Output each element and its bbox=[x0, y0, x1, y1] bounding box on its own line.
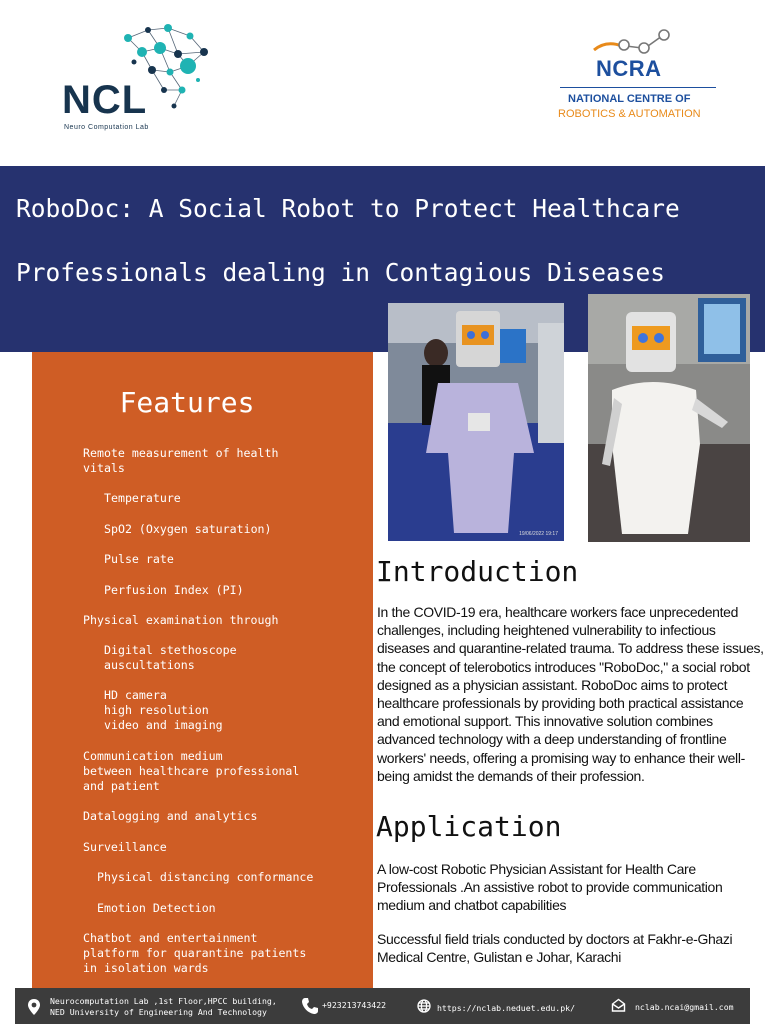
features-heading: Features bbox=[119, 386, 255, 419]
footer-phone[interactable]: +923213743422 bbox=[322, 1000, 387, 1010]
ncra-logo-line2: ROBOTICS & AUTOMATION bbox=[558, 108, 701, 120]
poster-title-line2: Professionals dealing in Contagious Diseases bbox=[16, 258, 666, 287]
feature-item: Pulse rate bbox=[104, 552, 174, 566]
ncra-logo bbox=[556, 28, 718, 128]
application-heading: Application bbox=[376, 810, 562, 843]
email-icon bbox=[611, 998, 626, 1013]
introduction-body: In the COVID-19 era, healthcare workers face unprecedented challenges, including heightened vulnerability to infectious diseases and quarantine-related trauma. To address these issues, the concept of telerobotics introduces "RoboDoc," a social robot designed as a physician assistant. RoboDoc aims to protect healthcare professionals by providing both practical assistance and emotional support. This innovative solution combines advanced technology with a deep understanding of frontline workers' needs, offering a promising way to enhance their well-being amidst the demands of their profession. bbox=[377, 604, 764, 784]
feature-item: Physical distancing conformance bbox=[97, 870, 314, 884]
footer-address: Neurocomputation Lab ,1st Floor,HPCC building, NED University of Engineering And Technology bbox=[50, 996, 277, 1017]
feature-item: Communication medium between healthcare professional and patient bbox=[83, 749, 300, 794]
globe-icon bbox=[417, 999, 431, 1013]
field-trials-text: Successful field trials conducted by doctors at Fakhr-e-Ghazi Medical Centre, Gulistan e Johar, Karachi bbox=[377, 931, 733, 966]
photo-timestamp: 19/06/2022 19:17 bbox=[519, 531, 558, 537]
robodoc-photo-gown bbox=[388, 303, 564, 541]
contact-footer bbox=[15, 988, 750, 1024]
robodoc-photo-white bbox=[588, 294, 750, 542]
feature-item: Surveillance bbox=[83, 840, 167, 854]
feature-item: HD camera high resolution video and imaging bbox=[104, 688, 223, 733]
feature-item: Emotion Detection bbox=[97, 901, 216, 915]
feature-item: Temperature bbox=[104, 491, 181, 505]
introduction-heading: Introduction bbox=[376, 555, 579, 588]
feature-item: SpO2 (Oxygen saturation) bbox=[104, 522, 272, 536]
footer-website[interactable]: https://nclab.neduet.edu.pk/ bbox=[437, 1003, 576, 1013]
ncra-logo-divider bbox=[560, 87, 716, 88]
ncra-logo-name: NCRA bbox=[596, 56, 662, 81]
ncl-logo-name: NCL bbox=[62, 78, 148, 122]
ncl-logo-subtitle: Neuro Computation Lab bbox=[64, 124, 149, 131]
features-panel bbox=[32, 352, 373, 988]
feature-item: Perfusion Index (PI) bbox=[104, 583, 244, 597]
feature-item: Remote measurement of health vitals bbox=[83, 446, 279, 476]
poster-title-line1: RoboDoc: A Social Robot to Protect Healthcare bbox=[16, 194, 680, 223]
feature-item: Physical examination through bbox=[83, 613, 279, 627]
feature-item: Digital stethoscope auscultations bbox=[104, 643, 237, 673]
ncra-logo-line1: NATIONAL CENTRE OF bbox=[568, 93, 691, 105]
footer-email[interactable]: nclab.ncai@gmail.com bbox=[635, 1002, 734, 1012]
feature-item: Chatbot and entertainment platform for quarantine patients in isolation wards bbox=[83, 931, 307, 976]
phone-icon bbox=[301, 997, 319, 1015]
location-pin-icon bbox=[27, 998, 41, 1016]
ncl-logo bbox=[58, 18, 228, 131]
molecule-icon bbox=[592, 28, 672, 58]
application-body: A low-cost Robotic Physician Assistant for Health Care Professionals .An assistive robot to provide communication medium and chatbot capabilities bbox=[377, 861, 723, 914]
feature-item: Datalogging and analytics bbox=[83, 809, 258, 823]
